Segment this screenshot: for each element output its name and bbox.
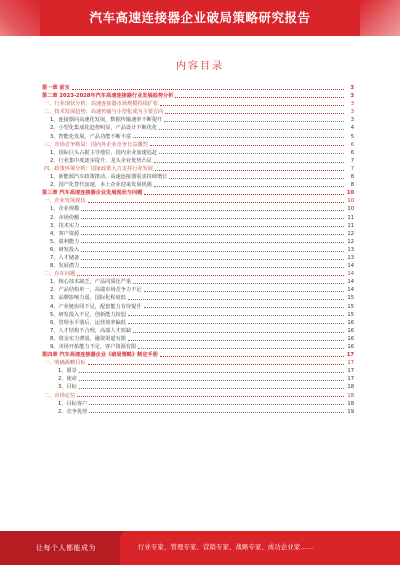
toc-subsection-entry[interactable]	[42, 246, 354, 254]
toc-entry-label: 1、新能源汽车政策推动，高速连接器需求持续增长	[50, 174, 168, 181]
toc-page-number: 4	[350, 125, 354, 132]
toc-page-number: 16	[347, 319, 354, 326]
toc-dot-leader	[138, 343, 344, 349]
toc-dot-leader	[77, 392, 344, 398]
toc-page-number: 7	[350, 165, 354, 172]
toc-entry-label: 第一章 前言	[42, 85, 70, 91]
toc-dot-leader	[159, 124, 344, 130]
toc-subsection-entry[interactable]	[42, 294, 354, 302]
toc-dot-leader	[89, 408, 344, 414]
toc-page-number: 18	[347, 392, 354, 399]
toc-dot-leader	[81, 262, 344, 268]
toc-section-entry[interactable]	[42, 165, 354, 173]
toc-entry-label: 5、研发投入不足，创新能力较弱	[50, 311, 126, 318]
toc-dot-leader	[154, 157, 344, 163]
toc-dot-leader	[88, 197, 344, 203]
toc-page-number: 5	[350, 133, 354, 140]
toc-entry-label: 3、智能化发展，产品功能不断丰富	[50, 133, 132, 140]
toc-chapter-entry[interactable]	[42, 351, 354, 359]
toc-entry-label: 一、企业发展现状	[44, 198, 86, 205]
toc-subsection-entry[interactable]	[42, 335, 354, 343]
toc-entry-label: 6、管理水平落后，运营效率偏低	[50, 319, 126, 326]
toc-section-entry[interactable]	[42, 197, 354, 205]
toc-entry-label: 二、存在问题	[44, 271, 76, 278]
footer-roles: 行业专家、管理专家、营销专家、战略专家、成功企业家……	[138, 544, 314, 551]
header-banner	[0, 0, 400, 36]
toc-subsection-entry[interactable]	[42, 262, 354, 270]
toc-page-number: 3	[350, 93, 354, 100]
toc-section-entry[interactable]	[42, 108, 354, 116]
toc-entry-label: 3、技术实力	[50, 222, 80, 229]
toc-page-number: 14	[347, 271, 354, 278]
toc-entry-label: 第四章 汽车高速连接器企业《破局策略》制定手册	[42, 352, 158, 359]
toc-dot-leader	[81, 230, 344, 236]
toc-page-number: 8	[350, 182, 354, 189]
toc-dot-leader	[79, 383, 344, 389]
toc-dot-leader	[133, 327, 344, 333]
toc-subsection-entry[interactable]	[42, 181, 354, 189]
toc-page-number: 3	[350, 117, 354, 124]
toc-page-number: 18	[347, 384, 354, 391]
toc-entry-label: 四、政策环境分析：国家政策大力支持行业发展	[44, 165, 153, 172]
toc-subsection-entry[interactable]	[42, 400, 354, 408]
toc-entry-label: 6、研发投入	[50, 246, 80, 253]
toc-subsection-entry[interactable]	[42, 205, 354, 213]
toc-page-number: 10	[347, 198, 354, 205]
toc-dot-leader	[165, 108, 344, 114]
toc-page-number: 13	[347, 254, 354, 261]
toc-entry-label: 一、行业现状分析：高速连接器市场规模持续扩张	[44, 101, 159, 108]
toc-subsection-entry[interactable]	[42, 254, 354, 262]
toc-entry-label: 1、核心技术缺乏，产品同质化严重	[50, 279, 132, 286]
toc-dot-leader	[81, 238, 344, 244]
toc-entry-label: 三、市场竞争格局：国内外企业竞争日益激烈	[44, 141, 148, 148]
document-title: 汽车高速连接器企业破局策略研究报告	[89, 10, 311, 25]
toc-entry-label: 2、竞争优势	[58, 408, 88, 415]
toc-dot-leader	[81, 246, 344, 252]
toc-page-number: 17	[346, 352, 354, 359]
toc-dot-leader	[175, 92, 344, 98]
toc-entry-label: 1、企业规模	[50, 206, 80, 213]
toc-section-entry[interactable]	[42, 359, 354, 367]
toc-page-number: 6	[350, 141, 354, 148]
toc-entry-label: 1、目标客户	[58, 400, 88, 407]
toc-page-number: 17	[347, 368, 354, 375]
toc-page-number: 12	[347, 230, 354, 237]
toc-subsection-entry[interactable]	[42, 149, 354, 157]
toc-entry-label: 2、市场份额	[50, 214, 80, 221]
toc-page-number: 10	[346, 190, 354, 197]
toc-chapter-entry[interactable]	[42, 189, 354, 197]
toc-entry-label: 1、国际巨头占据主导地位，国内企业加速追赶	[50, 149, 158, 156]
toc-page-number: 17	[347, 360, 354, 367]
toc-dot-leader	[160, 100, 344, 106]
toc-dot-leader	[150, 141, 344, 147]
toc-dot-leader	[89, 400, 344, 406]
toc-entry-label: 2、小型化集成化趋势明显，产品设计不断优化	[50, 125, 158, 132]
toc-page-number: 14	[347, 279, 354, 286]
toc-entry-label: 2、国产化替代加速，本土企业迎来发展机遇	[50, 182, 152, 189]
toc-dot-leader	[133, 278, 344, 284]
toc-dot-leader	[81, 222, 344, 228]
toc-dot-leader	[79, 375, 344, 381]
toc-entry-label: 2、产品结构单一，高端市场竞争力不足	[50, 287, 142, 294]
footer-banner	[0, 531, 400, 565]
toc-page-number: 14	[347, 287, 354, 294]
toc-page-number: 7	[350, 157, 354, 164]
toc-section-entry[interactable]	[42, 270, 354, 278]
toc-subsection-entry[interactable]	[42, 343, 354, 351]
toc-section-entry[interactable]	[42, 392, 354, 400]
footer-slogan: 让每个人都能成为	[36, 544, 96, 552]
toc-page-number: 15	[347, 303, 354, 310]
toc-subsection-entry[interactable]	[42, 116, 354, 124]
toc-page-number: 18	[347, 400, 354, 407]
toc-subsection-entry[interactable]	[42, 383, 354, 391]
toc-subsection-entry[interactable]	[42, 214, 354, 222]
toc-page-number: 19	[347, 408, 354, 415]
toc-chapter-entry[interactable]	[42, 92, 354, 100]
toc-page-number: 3	[350, 85, 354, 91]
toc-dot-leader	[128, 294, 344, 300]
toc-entry-label: 2、使命	[58, 376, 77, 383]
toc-entry-label: 4、产业链协同不足，配套能力有待提升	[50, 303, 142, 310]
toc-entry-label: 3、目标	[58, 384, 77, 391]
toc-dot-leader	[154, 181, 344, 187]
toc-entry-label: 二、技术发展趋势：高速传输与小型化成为主要方向	[44, 109, 164, 116]
toc-entry-label: 1、连接器向高速化发展，数据传输速率不断提升	[50, 117, 163, 124]
toc-subsection-entry[interactable]	[42, 367, 354, 375]
table-of-contents	[42, 84, 354, 416]
toc-page-number: 15	[347, 295, 354, 302]
toc-dot-leader	[160, 351, 344, 357]
toc-dot-leader	[81, 254, 344, 260]
toc-subsection-entry[interactable]	[42, 408, 354, 416]
toc-dot-leader	[81, 205, 344, 211]
toc-entry-label: 9、市场开拓能力不足，客户资源有限	[50, 344, 137, 350]
toc-dot-leader	[144, 303, 345, 309]
footer-angle	[100, 531, 124, 565]
toc-page-number: 8	[350, 174, 354, 181]
toc-entry-label: 5、盈利能力	[50, 238, 80, 245]
toc-page-number: 17	[347, 376, 354, 383]
toc-page-number: 10	[347, 206, 354, 213]
toc-page-number: 16	[347, 344, 354, 350]
toc-page-number: 11	[347, 214, 354, 221]
toc-entry-label: 7、人才储备	[50, 254, 80, 261]
toc-entry-label: 2、行业集中度逐步提升，龙头企业优势凸显	[50, 157, 152, 164]
toc-subsection-entry[interactable]	[42, 375, 354, 383]
toc-dot-leader	[88, 359, 344, 365]
toc-subsection-entry[interactable]	[42, 124, 354, 132]
toc-subsection-entry[interactable]	[42, 157, 354, 165]
toc-subsection-entry[interactable]	[42, 133, 354, 141]
toc-entry-label: 第三章 汽车高速连接器企业发展现状与问题	[42, 190, 143, 197]
toc-dot-leader	[159, 149, 344, 155]
toc-page-number: 3	[350, 109, 354, 116]
toc-subsection-entry[interactable]	[42, 230, 354, 238]
toc-page-number: 13	[347, 246, 354, 253]
toc-dot-leader	[79, 367, 344, 373]
toc-entry-label: 1、愿景	[58, 368, 77, 375]
toc-chapter-entry[interactable]	[42, 84, 354, 92]
toc-entry-label: 一、明确战略目标	[44, 360, 86, 367]
toc-dot-leader	[81, 214, 344, 220]
toc-dot-leader	[128, 335, 344, 341]
toc-dot-leader	[164, 116, 344, 122]
toc-entry-label: 第二章 2023-2028年汽车高速连接器行业发展趋势分析	[42, 93, 174, 100]
toc-page-number: 15	[347, 311, 354, 318]
toc-subsection-entry[interactable]	[42, 286, 354, 294]
toc-dot-leader	[128, 319, 344, 325]
toc-subsection-entry[interactable]	[42, 278, 354, 286]
toc-page-number: 12	[347, 238, 354, 245]
toc-subsection-entry[interactable]	[42, 238, 354, 246]
toc-entry-label: 3、品牌影响力弱，国际化程度低	[50, 295, 126, 302]
toc-subsection-entry[interactable]	[42, 311, 354, 319]
toc-entry-label: 8、资金实力薄弱，融资渠道有限	[50, 335, 126, 342]
toc-dot-leader	[155, 165, 344, 171]
toc-dot-leader	[144, 189, 344, 195]
toc-page-number: 11	[347, 222, 354, 229]
toc-entry-label: 4、客户资源	[50, 230, 80, 237]
toc-page-number: 16	[347, 335, 354, 342]
toc-entry-label: 8、发展潜力	[50, 263, 80, 270]
toc-dot-leader	[133, 133, 344, 139]
toc-dot-leader	[144, 286, 345, 292]
toc-heading: 内容目录	[176, 61, 224, 72]
toc-subsection-entry[interactable]	[42, 303, 354, 311]
toc-subsection-entry[interactable]	[42, 319, 354, 327]
toc-subsection-entry[interactable]	[42, 222, 354, 230]
toc-page-number: 3	[350, 101, 354, 108]
toc-dot-leader	[77, 270, 344, 276]
toc-page-number: 16	[347, 327, 354, 334]
toc-page-number: 6	[350, 149, 354, 156]
toc-subsection-entry[interactable]	[42, 327, 354, 335]
toc-section-entry[interactable]	[42, 141, 354, 149]
toc-section-entry[interactable]	[42, 100, 354, 108]
toc-dot-leader	[72, 84, 344, 90]
toc-page-number: 14	[347, 263, 354, 270]
toc-subsection-entry[interactable]	[42, 173, 354, 181]
toc-dot-leader	[128, 311, 344, 317]
toc-dot-leader	[169, 173, 344, 179]
toc-entry-label: 二、市场定位	[44, 392, 76, 399]
toc-entry-label: 7、人才结构不合理，高端人才短缺	[50, 327, 132, 334]
